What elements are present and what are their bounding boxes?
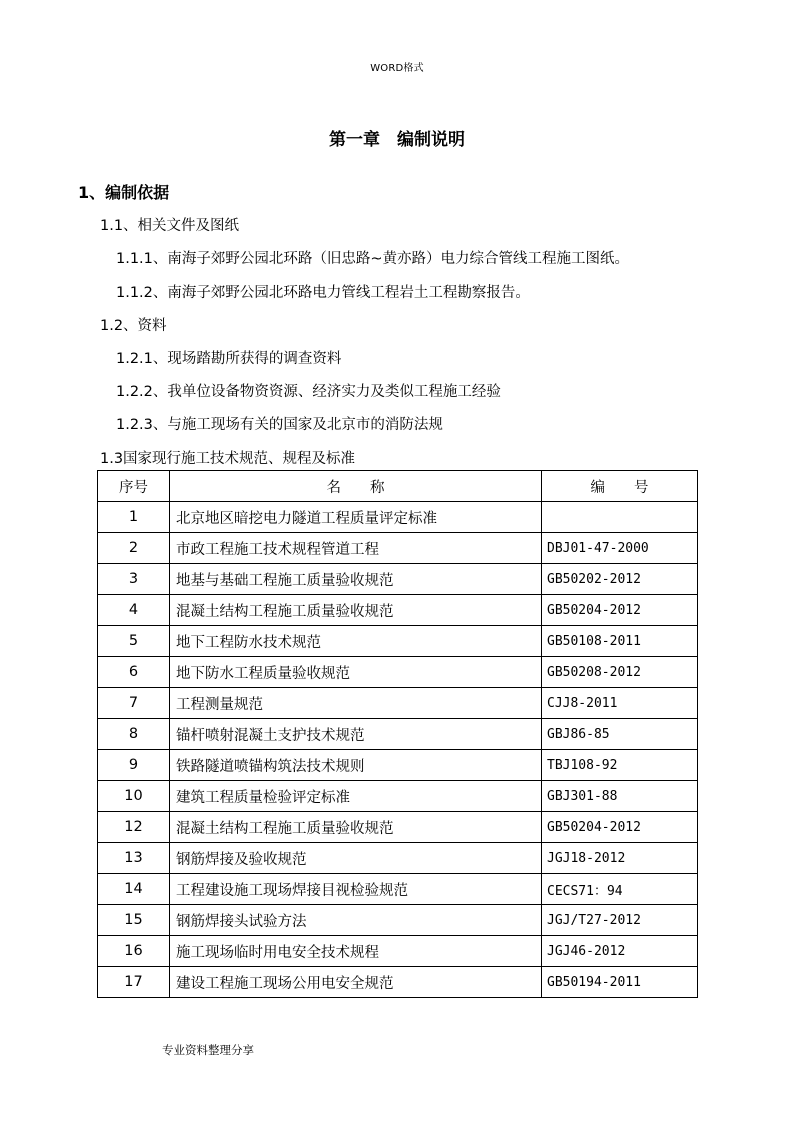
- item-1-2-2: 1.2.2、我单位设备物资资源、经济实力及类似工程施工经验: [116, 384, 501, 400]
- table-row: [98, 533, 698, 564]
- row-name: 铁路隧道喷锚构筑法技术规则: [170, 750, 542, 781]
- row-name: 钢筋焊接头试验方法: [170, 905, 542, 936]
- table-row: [98, 936, 698, 967]
- item-1-2-1: 1.2.1、现场踏勘所获得的调查资料: [116, 351, 342, 367]
- row-code: JGJ/T27-2012: [542, 905, 698, 936]
- row-index: 6: [98, 657, 170, 688]
- row-name: 建设工程施工现场公用电安全规范: [170, 967, 542, 998]
- row-index: 2: [98, 533, 170, 564]
- row-index: 10: [98, 781, 170, 812]
- page-footer: 专业资料整理分享: [162, 1043, 254, 1057]
- table-row: [98, 564, 698, 595]
- row-code: GB50194-2011: [542, 967, 698, 998]
- row-code: JGJ46-2012: [542, 936, 698, 967]
- row-code: CECS71：94: [542, 874, 698, 905]
- header-code: 编 号: [542, 471, 698, 502]
- row-index: 3: [98, 564, 170, 595]
- subsection-1-3: 1.3国家现行施工技术规范、规程及标准: [100, 451, 356, 467]
- row-index: 12: [98, 812, 170, 843]
- row-name: 工程建设施工现场焊接目视检验规范: [170, 874, 542, 905]
- subsection-1-1: 1.1、相关文件及图纸: [100, 218, 240, 234]
- page-header: WORD格式: [370, 63, 424, 74]
- row-index: 5: [98, 626, 170, 657]
- table-row: [98, 843, 698, 874]
- row-name: 施工现场临时用电安全技术规程: [170, 936, 542, 967]
- row-code: GB50202-2012: [542, 564, 698, 595]
- row-name: 北京地区暗挖电力隧道工程质量评定标准: [170, 502, 542, 533]
- row-index: 9: [98, 750, 170, 781]
- row-name: 地基与基础工程施工质量验收规范: [170, 564, 542, 595]
- row-code: GB50204-2012: [542, 595, 698, 626]
- row-name: 工程测量规范: [170, 688, 542, 719]
- header-name: 名 称: [170, 471, 542, 502]
- row-code: TBJ108-92: [542, 750, 698, 781]
- row-name: 混凝土结构工程施工质量验收规范: [170, 812, 542, 843]
- table-row: [98, 719, 698, 750]
- row-name: 地下工程防水技术规范: [170, 626, 542, 657]
- row-code: GB50208-2012: [542, 657, 698, 688]
- table-row: [98, 967, 698, 998]
- row-index: 14: [98, 874, 170, 905]
- table-row: [98, 688, 698, 719]
- row-code: JGJ18-2012: [542, 843, 698, 874]
- row-index: 1: [98, 502, 170, 533]
- row-code: GB50108-2011: [542, 626, 698, 657]
- item-1-1-1: 1.1.1、南海子郊野公园北环路（旧忠路~黄亦路）电力综合管线工程施工图纸。: [116, 251, 630, 267]
- subsection-1-2: 1.2、资料: [100, 318, 167, 334]
- table-row: [98, 595, 698, 626]
- row-index: 7: [98, 688, 170, 719]
- table-row: [98, 905, 698, 936]
- row-code: DBJ01-47-2000: [542, 533, 698, 564]
- row-index: 15: [98, 905, 170, 936]
- row-index: 17: [98, 967, 170, 998]
- table-row: [98, 657, 698, 688]
- table-row: [98, 750, 698, 781]
- row-code: GB50204-2012: [542, 812, 698, 843]
- table-row: [98, 781, 698, 812]
- row-name: 建筑工程质量检验评定标准: [170, 781, 542, 812]
- row-code: GBJ301-88: [542, 781, 698, 812]
- row-index: 4: [98, 595, 170, 626]
- item-1-1-2: 1.1.2、南海子郊野公园北环路电力管线工程岩土工程勘察报告。: [116, 285, 530, 301]
- row-name: 地下防水工程质量验收规范: [170, 657, 542, 688]
- row-name: 钢筋焊接及验收规范: [170, 843, 542, 874]
- row-code: [542, 502, 698, 533]
- standards-table: [97, 470, 698, 998]
- table-row: [98, 626, 698, 657]
- row-name: 混凝土结构工程施工质量验收规范: [170, 595, 542, 626]
- section-heading: 1、编制依据: [78, 183, 170, 202]
- row-name: 锚杆喷射混凝土支护技术规范: [170, 719, 542, 750]
- table-row: [98, 812, 698, 843]
- table-row: [98, 874, 698, 905]
- header-index: 序号: [98, 471, 170, 502]
- row-code: GBJ86-85: [542, 719, 698, 750]
- item-1-2-3: 1.2.3、与施工现场有关的国家及北京市的消防法规: [116, 417, 443, 433]
- row-name: 市政工程施工技术规程管道工程: [170, 533, 542, 564]
- row-code: CJJ8-2011: [542, 688, 698, 719]
- chapter-title: 第一章 编制说明: [329, 130, 465, 150]
- row-index: 16: [98, 936, 170, 967]
- table-header-row: [98, 471, 698, 502]
- table-row: [98, 502, 698, 533]
- row-index: 8: [98, 719, 170, 750]
- row-index: 13: [98, 843, 170, 874]
